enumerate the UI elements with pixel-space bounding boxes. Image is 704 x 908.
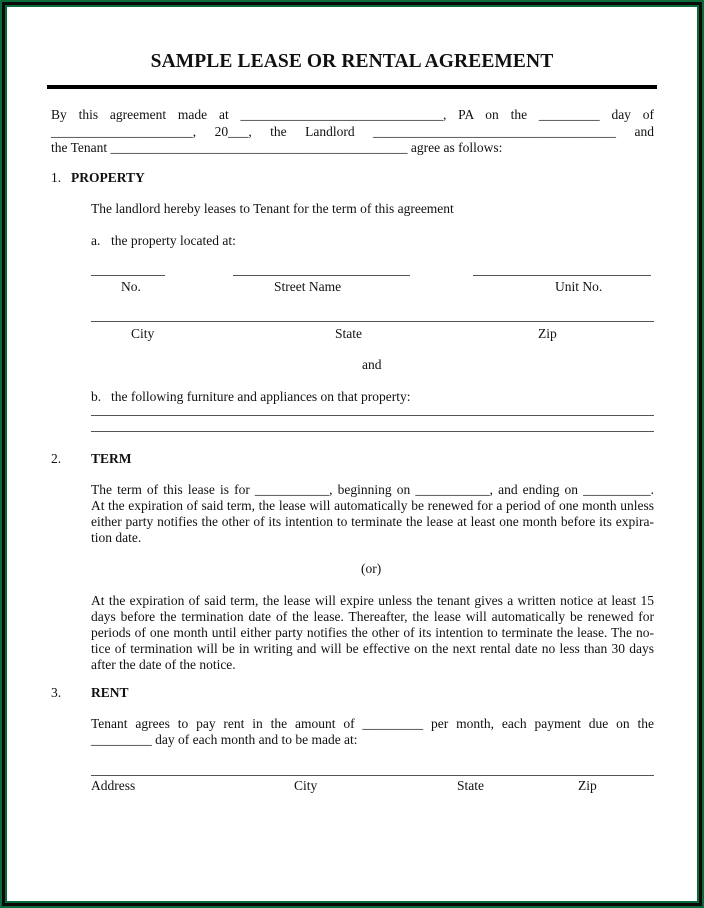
item-a-marker: a. bbox=[91, 233, 101, 248]
payment-zip-label: Zip bbox=[578, 778, 597, 793]
connector-and: and bbox=[362, 357, 382, 372]
payment-address-label: Address bbox=[91, 778, 136, 793]
city-label: City bbox=[131, 326, 155, 341]
zip-label: Zip bbox=[538, 326, 557, 341]
payment-state-label: State bbox=[457, 778, 484, 793]
section-1-number: 1. bbox=[51, 170, 62, 185]
street-name-label: Street Name bbox=[274, 279, 342, 294]
rent-paragraph-line-1: Tenant agrees to pay rent in the amount of _________ per month, each payment due on the bbox=[91, 716, 654, 731]
no-label: No. bbox=[121, 279, 141, 294]
state-label: State bbox=[335, 326, 362, 341]
item-b-text: the following furniture and appliances on that property: bbox=[111, 389, 411, 404]
term-paragraph-1-line-1: The term of this lease is for ___________, beginning on ___________, and ending on __________. bbox=[91, 482, 654, 497]
item-a-text: the property located at: bbox=[111, 233, 236, 248]
term-paragraph-2-line-1: At the expiration of said term, the lease will expire unless the tenant gives a written notice at least 15 bbox=[91, 593, 654, 608]
term-paragraph-2-line-3: periods of one month until either party notifies the other of its intention to terminate the lease. The no- bbox=[91, 625, 654, 640]
term-paragraph-1-line-2: At the expiration of said term, the lease will automatically be renewed for a period of one month unless bbox=[91, 498, 654, 513]
rent-paragraph-line-2: _________ day of each month and to be made at: bbox=[91, 732, 358, 747]
no-field-line[interactable] bbox=[91, 275, 165, 276]
title-rule bbox=[47, 85, 657, 89]
city-state-zip-field-line[interactable] bbox=[91, 321, 654, 322]
street-name-field-line[interactable] bbox=[233, 275, 410, 276]
term-paragraph-1-line-3: either party notifies the other of its intention to terminate the lease at least one month before its expira- bbox=[91, 514, 654, 529]
term-paragraph-2-line-4: tice of termination will be in writing and will be effective on the next rental date no less than 30 days bbox=[91, 641, 654, 656]
intro-line-2: _____________________, 20___, the Landlord ____________________________________ and bbox=[51, 124, 654, 139]
intro-line-3: the Tenant ____________________________________________ agree as follows: bbox=[51, 140, 503, 155]
payment-address-field-line[interactable] bbox=[91, 775, 654, 776]
intro-line-1: By this agreement made at ______________________________, PA on the _________ day of bbox=[51, 107, 654, 122]
unit-no-label: Unit No. bbox=[555, 279, 603, 294]
term-paragraph-2-line-5: after the date of the notice. bbox=[91, 657, 236, 672]
term-paragraph-1-line-4: tion date. bbox=[91, 530, 142, 545]
section-2-number: 2. bbox=[51, 451, 62, 466]
property-lead-text: The landlord hereby leases to Tenant for the term of this agreement bbox=[91, 201, 454, 216]
unit-no-field-line[interactable] bbox=[473, 275, 651, 276]
term-paragraph-2-line-2: days before the termination date of the lease. Thereafter, the lease will automatically be renewed for bbox=[91, 609, 654, 624]
section-3-heading: RENT bbox=[91, 685, 129, 700]
section-3-number: 3. bbox=[51, 685, 62, 700]
term-or-separator: (or) bbox=[361, 561, 382, 576]
section-1-heading: PROPERTY bbox=[71, 170, 145, 185]
furniture-field-line-2[interactable] bbox=[91, 431, 654, 432]
item-b-marker: b. bbox=[91, 389, 102, 404]
section-2-heading: TERM bbox=[91, 451, 132, 466]
payment-city-label: City bbox=[294, 778, 318, 793]
furniture-field-line-1[interactable] bbox=[91, 415, 654, 416]
document-title: SAMPLE LEASE OR RENTAL AGREEMENT bbox=[150, 51, 554, 72]
